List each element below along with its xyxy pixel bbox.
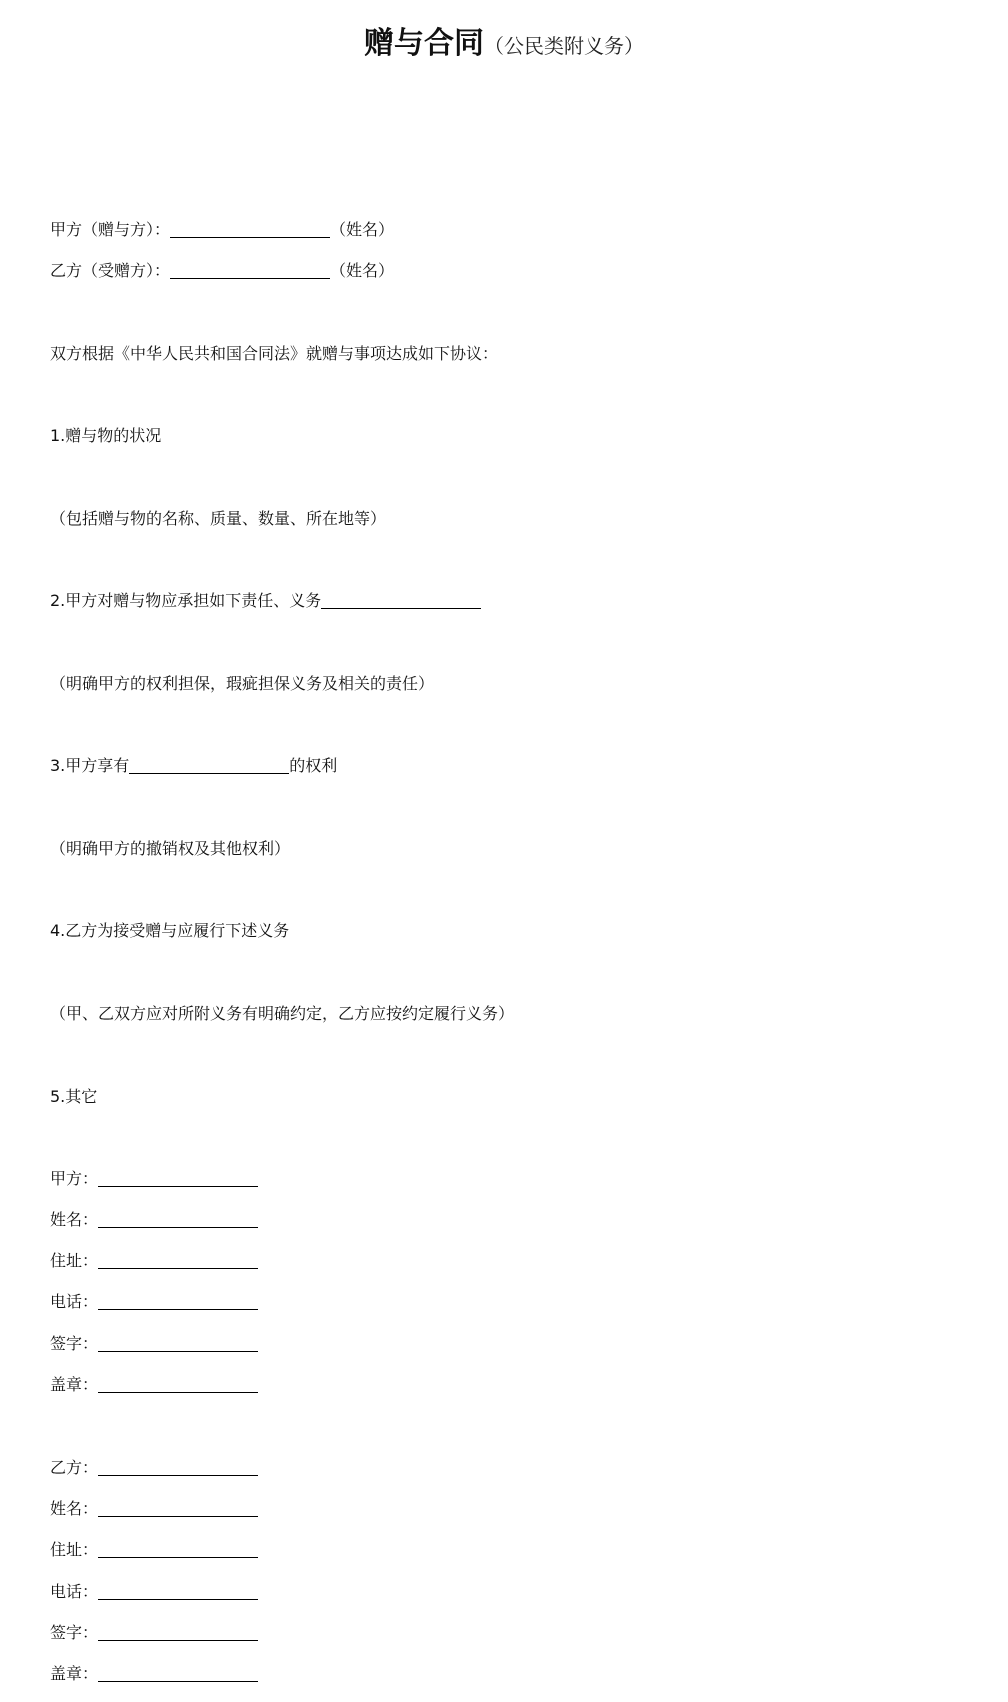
sig-a-seal-blank[interactable]	[98, 1376, 258, 1393]
clause-2-line	[50, 591, 481, 611]
sig-b-seal-blank[interactable]	[98, 1665, 258, 1682]
sig-b-name-blank[interactable]	[98, 1500, 258, 1517]
sig-b-phone-label: 电话：	[50, 1582, 99, 1601]
sig-a-address-line	[50, 1251, 258, 1271]
party-a-name-blank[interactable]	[170, 221, 330, 238]
sig-b-sign-blank[interactable]	[98, 1624, 258, 1641]
clause-4-title: 4.乙方为接受赠与应履行下述义务	[50, 921, 290, 940]
clause-3-line	[50, 756, 337, 776]
sig-a-sign-blank[interactable]	[98, 1335, 258, 1352]
clause-1-note: （包括赠与物的名称、质量、数量、所在地等）	[50, 509, 387, 528]
sig-b-sign-line	[50, 1623, 258, 1643]
sig-a-name-label: 姓名：	[50, 1210, 99, 1229]
sig-b-address-blank[interactable]	[98, 1541, 258, 1558]
sig-a-sign-line	[50, 1334, 258, 1354]
party-a-suffix: （姓名）	[330, 220, 395, 239]
party-b-name-blank[interactable]	[170, 262, 330, 279]
sig-a-party-line	[50, 1169, 258, 1189]
sig-b-phone-line	[50, 1582, 258, 1602]
sig-a-seal-line	[50, 1375, 258, 1395]
title-main: 赠与合同	[364, 26, 484, 61]
sig-a-seal-label: 盖章：	[50, 1375, 99, 1394]
sig-a-address-blank[interactable]	[98, 1252, 258, 1269]
sig-a-sign-label: 签字：	[50, 1334, 99, 1353]
sig-a-party-label: 甲方：	[50, 1169, 99, 1188]
intro-text: 双方根据《中华人民共和国合同法》就赠与事项达成如下协议：	[50, 344, 499, 363]
party-b-suffix: （姓名）	[330, 261, 395, 280]
document-title	[0, 18, 1008, 62]
clause-1-title: 1.赠与物的状况	[50, 426, 162, 445]
party-a-line	[50, 220, 394, 240]
sig-b-seal-label: 盖章：	[50, 1664, 99, 1683]
sig-b-address-line	[50, 1540, 258, 1560]
clause-2-blank[interactable]	[321, 592, 481, 609]
sig-a-phone-blank[interactable]	[98, 1293, 258, 1310]
sig-a-name-line	[50, 1210, 258, 1230]
sig-a-phone-line	[50, 1292, 258, 1312]
clause-3-note: （明确甲方的撤销权及其他权利）	[50, 839, 291, 858]
clause-3-blank[interactable]	[129, 757, 289, 774]
sig-b-party-blank[interactable]	[98, 1459, 258, 1476]
clause-3-prefix: 3.甲方享有	[50, 756, 130, 775]
party-a-label: 甲方（赠与方）：	[50, 220, 171, 239]
sig-a-party-blank[interactable]	[98, 1170, 258, 1187]
clause-4-note: （甲、乙双方应对所附义务有明确约定，乙方应按约定履行义务）	[50, 1004, 515, 1023]
sig-b-name-label: 姓名：	[50, 1499, 99, 1518]
title-subtitle: （公民类附义务）	[484, 34, 644, 58]
sig-a-phone-label: 电话：	[50, 1292, 99, 1311]
clause-3-suffix: 的权利	[289, 756, 338, 775]
party-b-label: 乙方（受赠方）：	[50, 261, 171, 280]
sig-b-address-label: 住址：	[50, 1540, 99, 1559]
sig-b-party-line	[50, 1458, 258, 1478]
clause-5-title: 5.其它	[50, 1087, 98, 1106]
sig-a-name-blank[interactable]	[98, 1211, 258, 1228]
clause-2-title: 2.甲方对赠与物应承担如下责任、义务	[50, 591, 322, 610]
sig-b-party-label: 乙方：	[50, 1458, 99, 1477]
clause-2-note: （明确甲方的权利担保，瑕疵担保义务及相关的责任）	[50, 674, 435, 693]
sig-b-seal-line	[50, 1664, 258, 1684]
party-b-line	[50, 261, 394, 281]
sig-a-address-label: 住址：	[50, 1251, 99, 1270]
sig-b-phone-blank[interactable]	[98, 1583, 258, 1600]
sig-b-name-line	[50, 1499, 258, 1519]
sig-b-sign-label: 签字：	[50, 1623, 99, 1642]
